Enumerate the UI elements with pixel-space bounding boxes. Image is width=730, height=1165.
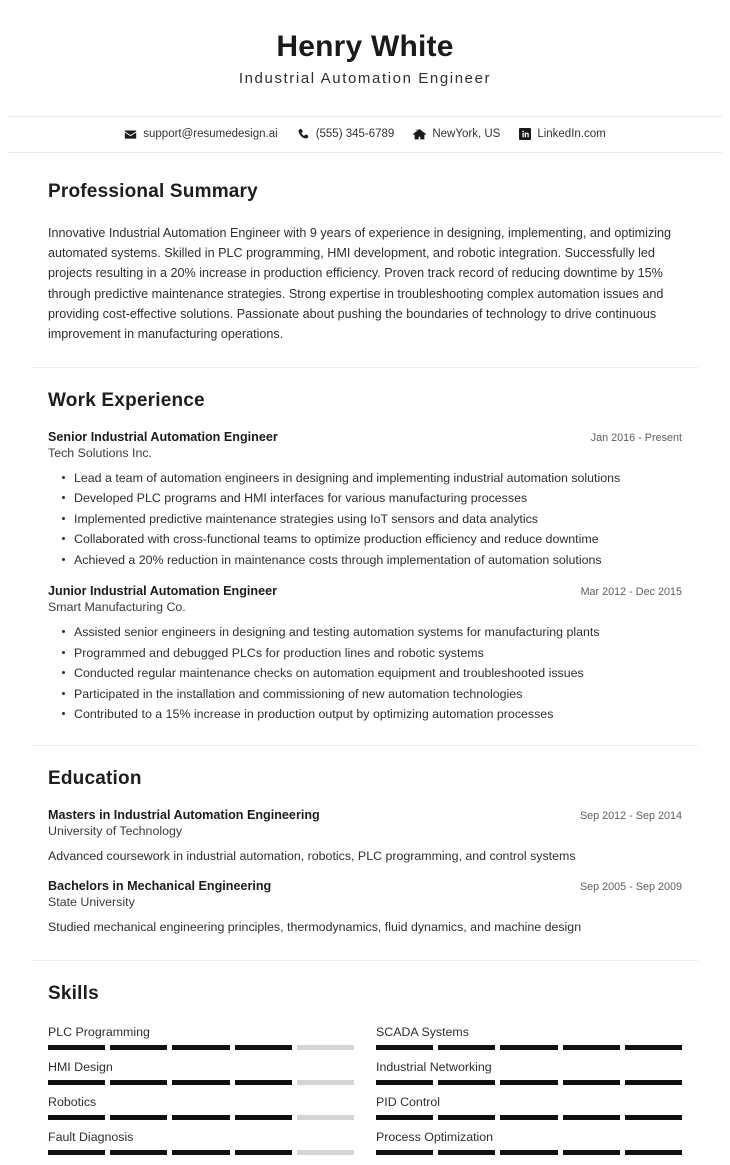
skill-segment <box>376 1080 433 1085</box>
list-item: Assisted senior engineers in designing and testing automation systems for manufacturing plants <box>74 622 682 642</box>
linkedin-icon <box>519 128 531 140</box>
skill-segment <box>48 1080 105 1085</box>
skill-item <box>48 1025 354 1060</box>
skills-heading: Skills <box>48 983 99 1005</box>
skill-segment <box>48 1045 105 1050</box>
skill-item <box>48 1060 354 1095</box>
education-heading: Education <box>48 767 142 789</box>
experience-bullet-list <box>48 622 682 724</box>
phone-icon <box>297 128 310 141</box>
skill-segment <box>297 1045 354 1050</box>
envelope-icon <box>124 128 137 141</box>
skill-segment <box>48 1150 105 1155</box>
skill-segment <box>297 1080 354 1085</box>
skill-segment <box>625 1115 682 1120</box>
list-item: Conducted regular maintenance checks on automation equipment and troubleshooted issues <box>74 663 682 683</box>
skill-segment <box>172 1150 229 1155</box>
list-item: Contributed to a 15% increase in production output by optimizing automation processes <box>74 704 682 724</box>
summary-heading: Professional Summary <box>48 180 258 202</box>
skill-segment <box>625 1150 682 1155</box>
skill-label: HMI Design <box>48 1060 113 1075</box>
skill-label: Process Optimization <box>376 1130 494 1145</box>
skill-rating-bar <box>48 1115 354 1120</box>
experience-entries <box>48 430 682 725</box>
skill-segment <box>172 1045 229 1050</box>
contact-phone[interactable] <box>297 128 395 141</box>
contact-location[interactable] <box>413 128 500 141</box>
contact-linkedin[interactable] <box>519 128 605 140</box>
education-degree: Bachelors in Mechanical Engineering <box>48 879 272 894</box>
home-icon <box>413 128 426 141</box>
experience-date: Mar 2012 - Dec 2015 <box>580 586 682 599</box>
education-entry-head <box>48 808 682 822</box>
skill-item <box>376 1060 682 1095</box>
skill-rating-bar <box>376 1115 682 1120</box>
education-description: Advanced coursework in industrial automation, robotics, PLC programming, and control systems <box>48 848 576 863</box>
education-entry <box>48 808 682 867</box>
skills-grid <box>48 1025 682 1165</box>
section-work-experience <box>0 368 730 745</box>
experience-entry <box>48 584 682 724</box>
skill-segment <box>235 1045 292 1050</box>
education-entries <box>48 808 682 939</box>
skill-segment <box>110 1115 167 1120</box>
education-entry <box>48 879 682 938</box>
skill-segment <box>376 1045 433 1050</box>
skill-segment <box>172 1080 229 1085</box>
skill-segment <box>376 1150 433 1155</box>
skill-segment <box>438 1080 495 1085</box>
skill-rating-bar <box>48 1150 354 1155</box>
education-entry-head <box>48 879 682 893</box>
list-item: Lead a team of automation engineers in designing and implementing industrial automation solutions <box>74 468 682 488</box>
skill-label: SCADA Systems <box>376 1025 469 1040</box>
skill-label: PLC Programming <box>48 1025 150 1040</box>
skill-segment <box>110 1080 167 1085</box>
experience-role: Senior Industrial Automation Engineer <box>48 429 278 444</box>
list-item: Programmed and debugged PLCs for production lines and robotic systems <box>74 643 682 663</box>
resume-header <box>0 0 730 107</box>
experience-heading: Work Experience <box>48 389 205 411</box>
candidate-name: Henry White <box>276 30 454 63</box>
skill-item <box>376 1130 682 1165</box>
experience-entry-head <box>48 430 682 444</box>
summary-text: Innovative Industrial Automation Engineer with 9 years of experience in designing, implementing, and optimizing automated systems. Skilled in PLC programming, HMI development, and robotic integration. Successfully led projects resulting in a 20% increase in production efficiency. Proven track record of reducing downtime by 15% through predictive maintenance strategies. Strong expertise in troubleshooting complex automation issues and providing cost-effective solutions. Passionate about pushing the boundaries of technology to drive continuous improvement in manufacturing operations. <box>48 225 672 342</box>
contact-location-text: NewYork, US <box>432 128 501 140</box>
skill-segment <box>48 1115 105 1120</box>
skill-label: Fault Diagnosis <box>48 1130 134 1145</box>
skill-rating-bar <box>376 1045 682 1050</box>
list-item: Participated in the installation and commissioning of new automation technologies <box>74 684 682 704</box>
experience-company: Tech Solutions Inc. <box>48 445 153 460</box>
education-date: Sep 2012 - Sep 2014 <box>579 809 682 822</box>
skill-item <box>376 1095 682 1130</box>
skill-segment <box>500 1115 557 1120</box>
contact-email-text: support@resumedesign.ai <box>143 128 278 140</box>
skill-segment <box>563 1115 620 1120</box>
skill-label: Industrial Networking <box>376 1060 492 1075</box>
skill-segment <box>110 1045 167 1050</box>
skill-segment <box>235 1080 292 1085</box>
skill-item <box>376 1025 682 1060</box>
section-professional-summary <box>0 153 730 367</box>
education-school: University of Technology <box>48 823 183 838</box>
skill-segment <box>625 1080 682 1085</box>
experience-role: Junior Industrial Automation Engineer <box>48 584 278 599</box>
experience-entry <box>48 430 682 570</box>
skill-segment <box>500 1045 557 1050</box>
list-item: Developed PLC programs and HMI interfaces for various manufacturing processes <box>74 488 682 508</box>
skill-segment <box>563 1080 620 1085</box>
contact-email[interactable] <box>124 128 277 141</box>
experience-company: Smart Manufacturing Co. <box>48 600 186 615</box>
skill-segment <box>563 1045 620 1050</box>
skill-segment <box>625 1045 682 1050</box>
contact-bar <box>8 116 722 153</box>
skill-segment <box>438 1115 495 1120</box>
skill-segment <box>110 1150 167 1155</box>
skill-segment <box>235 1115 292 1120</box>
education-date: Sep 2005 - Sep 2009 <box>579 881 682 894</box>
skill-segment <box>297 1150 354 1155</box>
skill-rating-bar <box>48 1045 354 1050</box>
list-item: Achieved a 20% reduction in maintenance costs through implementation of automation solutions <box>74 550 682 570</box>
skill-item <box>48 1095 354 1130</box>
skill-segment <box>500 1150 557 1155</box>
section-skills <box>0 961 730 1165</box>
skill-segment <box>172 1115 229 1120</box>
skill-segment <box>376 1115 433 1120</box>
skill-label: PID Control <box>376 1095 441 1110</box>
skill-segment <box>235 1150 292 1155</box>
education-description: Studied mechanical engineering principles, thermodynamics, fluid dynamics, and machine design <box>48 920 582 935</box>
list-item: Implemented predictive maintenance strategies using IoT sensors and data analytics <box>74 509 682 529</box>
contact-linkedin-text: LinkedIn.com <box>537 128 606 140</box>
skill-segment <box>297 1115 354 1120</box>
skill-rating-bar <box>376 1080 682 1085</box>
skill-rating-bar <box>376 1150 682 1155</box>
candidate-job-title: Industrial Automation Engineer <box>238 69 492 87</box>
list-item: Collaborated with cross-functional teams to optimize production efficiency and reduce downtime <box>74 529 682 549</box>
education-degree: Masters in Industrial Automation Engineering <box>48 807 320 822</box>
skill-label: Robotics <box>48 1095 97 1110</box>
skill-segment <box>500 1080 557 1085</box>
education-school: State University <box>48 895 135 910</box>
skill-item <box>48 1130 354 1165</box>
skill-segment <box>438 1150 495 1155</box>
experience-entry-head <box>48 584 682 598</box>
contact-phone-text: (555) 345-6789 <box>315 128 395 140</box>
section-education <box>0 746 730 961</box>
experience-bullet-list <box>48 468 682 570</box>
skill-rating-bar <box>48 1080 354 1085</box>
experience-date: Jan 2016 - Present <box>590 431 682 444</box>
skill-segment <box>563 1150 620 1155</box>
skill-segment <box>438 1045 495 1050</box>
